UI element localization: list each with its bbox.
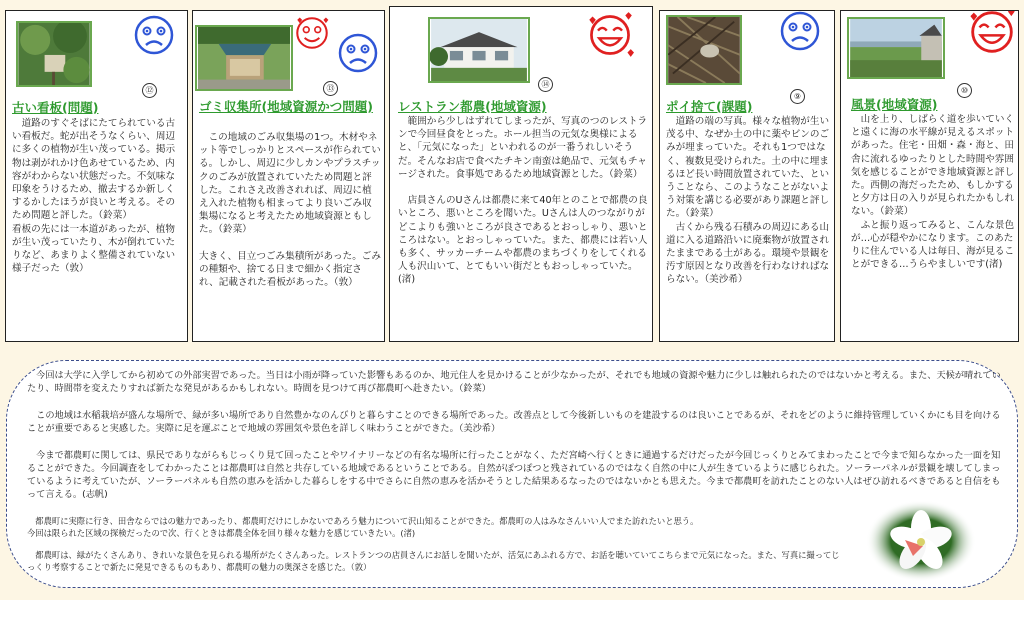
photo-restaurant (428, 17, 530, 83)
summary-paragraph: 今回は大学に入学してから初めての外部実習であった。当日は小雨が降っていた影響もあるのか、地元住人を見かけることが少なかったが、それでも地域の資源や魅力に少しは触れられたのではないかと考える。また、天候が晴れていたり、時間帯を変えたりすれば新たな発見があるかもしれない。時間を見つけて再び都農町へ赴きたい。（鈴菜） (27, 370, 1001, 394)
card-littering (659, 10, 835, 342)
card-title: ゴミ収集所(地域資源かつ問題) (199, 99, 373, 114)
card-title: ポイ捨て(課題) (666, 99, 753, 114)
spot-number: ⑩ (957, 83, 972, 98)
flower-photo (866, 500, 976, 582)
summary-paragraph: 今まで都農町に関しては、県民でありながらもじっくり見て回ったことやワイナリーなどの有名な場所に行ったことがなく、ただ宮崎へ行くときに通過するだけだったが今回じっくりとみてまわったことで今まで知らなかった一面を知ることができた。今回調査をしてわかったことは都農町は自然と共存している地域であるということである。自然がぽつぽつと残されているのではなく自然の中に人が生きているように感じられた。ソーラーパネルが景観を壊してしまっているように考えていたが、ソーラーパネルも自然の恵みを活かした暮らしをする中でさらに自然の恵みを活かそうとした結果あるなったのではないかとも思えた。今まで都農町を訪れたことのない人はぜひ訪れるべきであると自信をもって言える。(志帆) (27, 450, 1001, 500)
card-body: 山を上り、しばらく道を歩いていくと遠くに海の水平線が見えるスポットがあった。住宅・田畑・森・海と、田舎に流れるゆったりとした時間や雰囲気を感じることができ地域資源と評した。西側の海だったため、もしかすると夕方は日の入りが見られたかもしれない。（鈴菜） ふと振り返ってみると、こんな景色が…心が穏やかになります。このあたりに住んでいる人は毎日、海が見ることができる…うらやましいです(渚) (851, 114, 1015, 271)
card-garbage-station (192, 10, 385, 342)
sad-face-icon (132, 13, 176, 57)
summary-paragraph: 都農町は、緑がたくさんあり、きれいな景色を見られる場所がたくさんあった。レストランつの店員さんにお話しを聞いたが、活気にあふれる方で、お話を聴いていてこちらまで元気になった。また、写真に撮ってじっくり考察することで新たに発見できるものもあり、都農町の魅力の奥深さを感じた。（敦） (27, 550, 840, 572)
photo-old-signboard (16, 21, 92, 87)
spot-number: ⑬ (323, 81, 338, 96)
card-restaurant (389, 6, 653, 342)
spot-number: ⑨ (790, 89, 805, 104)
sad-face-with-hearts-icon (294, 15, 330, 51)
card-title: レストラン都農(地域資源) (398, 99, 547, 114)
card-body: この地域のごみ収集場の1つ。木材やネット等でしっかりとスペースが作られている。しかし、周辺に少しカンやプラスチックのごみが放置されていたため問題と評した。これさえ改善されれば、周辺に植え入れた植物も相まってより良いごみ収集場になると考えたため地域資源ともした。（鈴菜） 大きく、目立つごみ集積所があった。ごみの種類や、捨てる日まで細かく指定され、記載された看板があった。（敦） (199, 132, 381, 289)
happy-face-with-hearts-icon (586, 11, 634, 59)
card-title: 風景(地域資源) (851, 97, 938, 112)
card-scenery (840, 10, 1019, 342)
happy-face-with-hearts-icon (967, 10, 1017, 57)
card-body: 範囲から少しはずれてしまったが、写真のつのレストランで今回昼食をとった。ホール担当の元気な奥様によると、「元気になった」といわれるのが一番うれしいそうだ。そんなお店で食べたチキン南蛮は絶品で、元気もチャージされた。食事処であるため地域資源とした。（鈴菜） 店員さんのUさんは都農に来て40年とのことで都農の良いところ、悪いところを聞いた。Uさんは人のつながりがどこよりも強いところが良さであるとおっしゃり、悪いところはない。とおっしゃっていた。また、都農には若い人も多く、サッカーチームや都農のまちづくりをしてくれる人も沢山いて、とてもいい街だともおっしゃっていた。(渚) (398, 116, 648, 286)
spot-number: ⑭ (538, 77, 553, 92)
summary-paragraph: 都農町に実際に行き、田舎ならではの魅力であったり、都農町だけにしかないであろう魅力について沢山知ることができた。都農町の人はみなさんいい人でまた訪れたいと思う。 今回は限られた区域の探検だったので次、行くときは都農全体を回り様々な魅力を感じていきたい。(渚) (27, 516, 699, 538)
photo-littering (666, 15, 742, 85)
card-old-signboard (5, 10, 188, 342)
spot-number: ⑫ (142, 83, 157, 98)
sad-face-icon (336, 31, 380, 75)
card-body: 道路の端の写真。様々な植物が生い茂る中、なぜか土の中に薬やビンのごみが埋まっていた。それも1つではなく、複数見受けられた。土の中に埋まるほど長い時間放置されていた、ということなら、このようなことがないよう対策を講じる必要があり課題と評した。（鈴菜） 古くから残る石積みの周辺にある山道に入る道路沿いに廃棄物が放置されたままである土がある。環境や景観を汚す原因となり改善を行わなければならない。（美沙希） (666, 116, 830, 286)
summary-paragraph: この地域は水稲栽培が盛んな場所で、緑が多い場所であり自然豊かなのんびりと暮らすことのできる場所であった。改善点として今後新しいものを建設するのは良いことであるが、それをどのように維持管理していくかにも目を向けることが重要であると実感した。実際に足を運ぶことで地域の雰囲気や景色を詳しく味わうことができた。（美沙希） (27, 410, 1001, 434)
photo-scenery (847, 17, 945, 79)
sad-face-icon (778, 10, 822, 53)
photo-garbage-station (195, 25, 293, 91)
card-body: 道路のすぐそばにたてられている古い看板だ。蛇が出そうなくらい、周辺に多くの植物が生い茂っている。掲示物は剥がれかけ色あせているため、内容がわからない状態だった。不気味な印象をうけるため、撤去するか新しくするかしたほうが良いと考える。そのため問題と評した。（鈴菜） 看板の先には一本道があったが、植物が生い茂っていたり、木が倒れていたりなど、あまりよく整備されていない様子だった（敦） (12, 118, 176, 275)
card-title: 古い看板(問題) (12, 100, 99, 115)
